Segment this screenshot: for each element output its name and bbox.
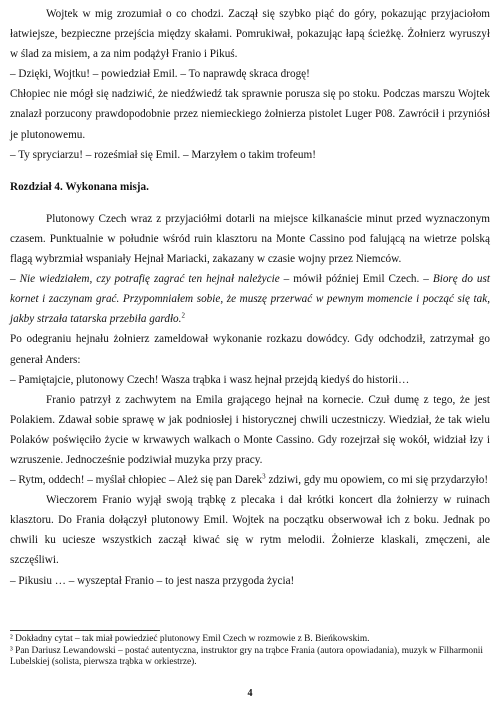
- footnote-ref-3[interactable]: 3: [262, 472, 266, 481]
- footnote-2: ² Dokładny cytat – tak miał powiedzieć plutonowy Emil Czech w rozmowie z B. Bieńkowskim.: [10, 634, 370, 644]
- quote-italic-2: Biorę do ust kornet i zaczynam grać. Przypomniałem sobie, że muszę przerwać w pewnym momencie i począć się tak, jakby strzała tatarska przebiła gardło.: [10, 273, 490, 326]
- dialogue-line: – Pamiętajcie, plutonowy Czech! Wasza trąbka i wasz hejnał przejdą kiedyś do historii…: [10, 373, 410, 386]
- dialogue-line: – Dzięki, Wojtku! – powiedział Emil. – To naprawdę skraca drogę!: [10, 68, 310, 81]
- footnote-ref-2[interactable]: 2: [181, 311, 185, 320]
- spacer: [10, 165, 490, 177]
- quote-paragraph: [10, 269, 490, 329]
- dialogue-line: [10, 470, 490, 490]
- body-text: [10, 4, 490, 591]
- paragraph: Wieczorem Franio wyjął swoją trąbkę z plecaka i dał krótki koncert dla żołnierzy w ruinach klasztoru. Do Frania dołączył plutonowy Emil. Wojtek na początku obserwował ich z boku. Jednak po chwili ku uciesze wszystkich zaczął kiwać się w rytm melodii. Żołnierze klaskali, zmęczeni, ale szczęśliwi.: [10, 494, 490, 567]
- paragraph: Chłopiec nie mógł się nadziwić, że niedźwiedź tak sprawnie porusza się po stoku. Podczas marszu Wojtek znalazł porzucony prawdopodobnie przez niemieckiego żołnierza pistolet Luger P08. Zawrócił i przyniósł je plutonowemu.: [10, 88, 490, 141]
- dialogue-line: – Ty spryciarzu! – roześmiał się Emil. – Marzyłem o takim trofeum!: [10, 148, 316, 161]
- quote-attribution: – mówił później Emil Czech. –: [279, 273, 433, 286]
- dialogue-part-b: zdziwi, gdy mu opowiem, co mi się przydarzyło!: [265, 474, 489, 487]
- footnote-divider: [10, 630, 160, 631]
- spacer: [10, 197, 490, 209]
- paragraph: Wojtek w mig zrozumiał o co chodzi. Zaczął się szybko piąć do góry, pokazując przyjaciołom łatwiejsze, bezpieczne przejścia między skałami. Pomrukiwał, pokazując łapą ścieżkę. Żołnierz wyruszył w ślad za misiem, a za nim podążył Franio i Pikuś.: [10, 8, 490, 61]
- footnote-3: ³ Pan Dariusz Lewandowski – postać autentyczna, instruktor gry na trąbce Frania (autora opowiadania), muzyk w Filharmonii Lubelskiej (solista, pierwsza trąbka w orkiestrze).: [10, 645, 483, 668]
- quote-italic-1: – Nie wiedziałem, czy potrafię zagrać ten hejnał należycie: [10, 273, 280, 286]
- dialogue-part-a: – Rytm, oddech! – myślał chłopiec – Ależ się pan Darek: [10, 474, 263, 487]
- page-number: 4: [247, 688, 253, 699]
- dialogue-line: – Pikusiu … – wyszeptał Franio – to jest nasza przygoda życia!: [10, 574, 295, 587]
- paragraph: Po odegraniu hejnału żołnierz zameldował wykonanie rozkazu dowódcy. Gdy odchodził, zatrzymał go generał Anders:: [10, 333, 490, 366]
- chapter-heading: Rozdział 4. Wykonana misja.: [10, 180, 149, 193]
- footnotes: [10, 630, 490, 669]
- paragraph: Franio patrzył z zachwytem na Emila grającego hejnał na kornecie. Czuł dumę z tego, że jest Polakiem. Zdawał sobie sprawę w jak podniosłej i historycznej chwili uczestniczy. Wiedział, że tak wielu Polaków poświęciło życie w krwawych walkach o Monte Cassino. Gdy rozejrzał się wokół, widział łzy i wzruszenie. Jednocześnie podziwiał muzyka przy pracy.: [10, 393, 490, 466]
- paragraph: Plutonowy Czech wraz z przyjaciółmi dotarli na miejsce kilkanaście minut przed wyznaczonym czasem. Punktualnie w południe wśród ruin klasztoru na Monte Cassino pod falującą na wietrze polską flagą wybrzmiał wspaniały Hejnał Mariacki, zakazany w czasie wojny przez Niemców.: [10, 212, 490, 266]
